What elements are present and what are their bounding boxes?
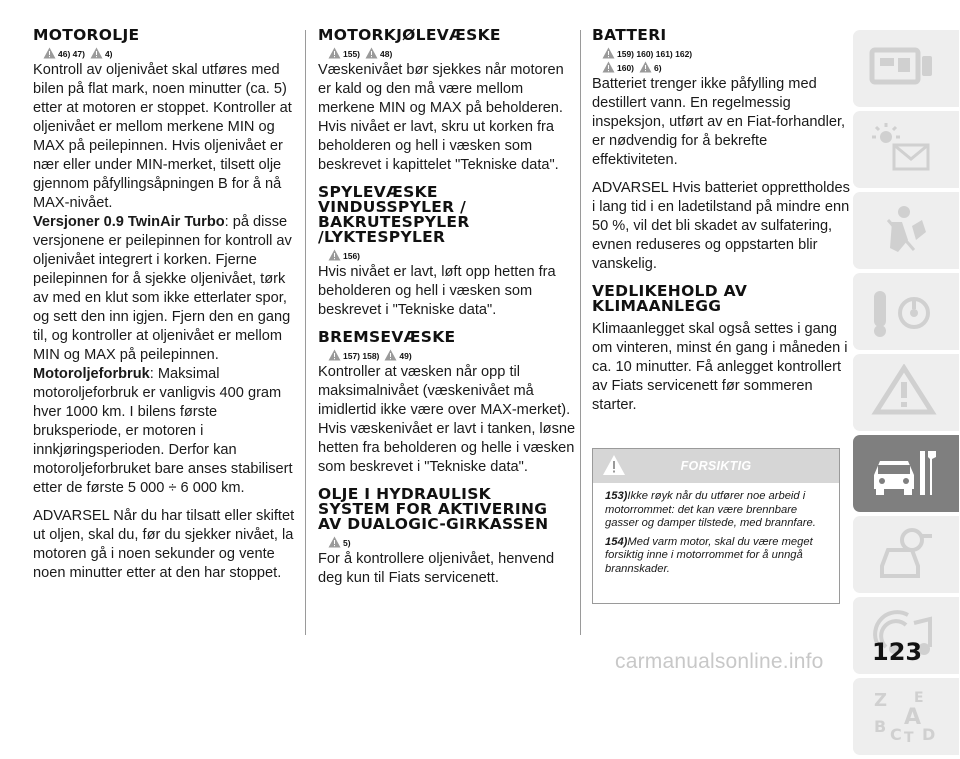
section-heading-klimaanlegg: VEDLIKEHOLD AV KLIMAANLEGG <box>592 282 748 315</box>
maintenance-icon <box>868 445 940 501</box>
caution-triangle-icon <box>90 47 103 59</box>
page-number: 123 <box>872 638 923 666</box>
tab-emergency[interactable] <box>853 354 959 431</box>
warning-header <box>593 449 839 483</box>
index-letter: B <box>874 717 887 736</box>
caution-triangle-icon <box>639 61 652 73</box>
tab-starting-driving[interactable] <box>853 273 959 350</box>
warning-triangle-icon <box>602 61 615 73</box>
reference-marks: 5) <box>328 536 580 548</box>
reference-marks: 160) 6) <box>602 61 854 73</box>
warning-triangle-icon <box>43 47 56 59</box>
warning-box <box>592 448 840 604</box>
section-heading-spylevaeske: SPYLEVÆSKE VINDUSSPYLER / BAKRUTESPYLER /LYKTESPYLER <box>318 183 470 246</box>
column-right <box>592 28 854 415</box>
index-letter: C <box>890 725 902 744</box>
tab-technical-data[interactable] <box>853 516 959 593</box>
column-divider <box>305 30 306 635</box>
index-letter: D <box>922 725 936 744</box>
section-heading-motorolje: MOTOROLJE <box>33 26 140 44</box>
starting-driving-icon <box>868 283 940 339</box>
index-letter: T <box>904 730 914 744</box>
reference-marks: 156) <box>328 249 580 261</box>
paragraph: Kontroller at væsken når opp til maksimalnivået (væskenivået må imidlertid ikke være over MAX-merket). Hvis væskenivået er lavt i tanken, løsne hetten fra beholderen og helle i væsken som beskrevet i "Tekniske data". <box>318 364 576 475</box>
index-icon <box>868 688 940 744</box>
warning-triangle-icon <box>602 47 615 59</box>
watermark: carmanualsonline.info <box>615 650 824 673</box>
caution-triangle-icon <box>328 536 341 548</box>
dashboard-icon <box>868 40 940 96</box>
paragraph: ADVARSEL Hvis batteriet opprettholdes i lang tid i en ladetilstand på mindre enn 50 %, vil det bli skadet av sulfatering, evnen reduseres og oppstarten blir vanskelig. <box>592 180 850 272</box>
warning-body <box>593 483 839 577</box>
column-middle <box>318 28 580 588</box>
section-heading-bremsevaeske: BREMSEVÆSKE <box>318 328 456 346</box>
warning-triangle-icon <box>328 349 341 361</box>
warning-title: FORSIKTIG <box>680 459 752 473</box>
tab-index[interactable] <box>853 678 959 755</box>
warning-item: 153)Ikke røyk når du utfører noe arbeid i motorrommet: det kan være brennbare gasser og damper tilstede, med brannfare. <box>605 490 816 530</box>
paragraph: Kontroll av oljenivået skal utføres med bilen på flat mark, noen minutter (ca. 5) etter at motoren er stoppet. Kontroller at oljenivået er mellom merkene MIN og MAX på peilepinnen. Hvis oljenivået er nær eller under MIN-merket, tilsett olje gjennom påfyllingsåpningen B for å nå MAX-nivået. <box>33 62 292 211</box>
tab-maintenance[interactable] <box>853 435 959 512</box>
section-heading-kjolevaeske: MOTORKJØLEVÆSKE <box>318 26 501 44</box>
column-divider <box>580 30 581 635</box>
paragraph: Motoroljeforbruk: Maksimal motoroljeforbruk er vanligvis 400 gram hver 1000 km. I bilens første bruksperiode, er motoren i innkjøringsperioden. Derfor kan motoroljeforbruket bare anses stabilisert etter de første 5 000 ÷ 6 000 km. <box>33 366 293 496</box>
reference-marks: 157) 158) 49) <box>328 349 580 361</box>
index-letter: A <box>904 705 922 730</box>
caution-triangle-icon <box>384 349 397 361</box>
reference-marks: 159) 160) 161) 162) <box>602 47 854 59</box>
paragraph: For å kontrollere oljenivået, henvend deg kun til Fiats servicenett. <box>318 551 555 586</box>
paragraph: Hvis nivået er lavt, løft opp hetten fra beholderen og hell i væsken som beskrevet i "Tekniske data". <box>318 264 556 318</box>
technical-data-icon <box>868 526 940 582</box>
warning-triangle-icon <box>328 47 341 59</box>
index-letter: E <box>914 690 924 706</box>
paragraph: ADVARSEL Når du har tilsatt eller skiftet ut oljen, skal du, før du sjekker nivået, la motoren gå i noen sekunder og vente noen minutter etter at den har stoppet. <box>33 508 295 581</box>
warning-lights-icon <box>868 121 940 177</box>
section-heading-hydraulisk-olje: OLJE I HYDRAULISK SYSTEM FOR AKTIVERING AV DUALOGIC-GIRKASSEN <box>318 485 549 533</box>
paragraph: Væskenivået bør sjekkes når motoren er kald og den må være mellom merkene MIN og MAX på beholderen. Hvis nivået er lavt, skru ut korken fra beholderen og hell i væsken som beskrevet i kapittelet "Tekniske data". <box>318 62 564 173</box>
warning-triangle-icon <box>328 249 341 261</box>
safety-icon <box>868 202 940 258</box>
reference-marks: 46) 47) 4) <box>43 47 295 59</box>
paragraph: Klimaanlegget skal også settes i gang om vinteren, minst én gang i måneden i ca. 10 minutter. Få anlegget kontrollert av Fiats servicenett før sommeren starter. <box>592 321 848 413</box>
emergency-icon <box>868 364 940 420</box>
tab-dashboard[interactable] <box>853 30 959 107</box>
tab-safety[interactable] <box>853 192 959 269</box>
caution-triangle-icon <box>365 47 378 59</box>
paragraph: Versjoner 0.9 TwinAir Turbo: på disse versjonene er peilepinnen for kontroll av oljenivået integrert i korken. Fjerne peilepinnen for å sjekke oljenivået, tørk av med en klut som ikke etterlater spor, og sett den inn igjen. Fjern den en gang til, og kontroller at oljenivået er mellom MIN og MAX på peilepinnen. <box>33 214 292 363</box>
index-letter: Z <box>874 690 888 711</box>
reference-marks: 155) 48) <box>328 47 580 59</box>
section-heading-batteri: BATTERI <box>592 26 667 44</box>
warning-item: 154)Med varm motor, skal du være meget forsiktig inne i motorrommet for å unngå brannskader. <box>605 535 813 575</box>
paragraph: Batteriet trenger ikke påfylling med destillert vann. En regelmessig inspeksjon, utført av en Fiat-forhandler, er nødvendig for å bekrefte effektiviteten. <box>592 76 846 168</box>
tab-warning-lights[interactable] <box>853 111 959 188</box>
column-left <box>33 28 295 583</box>
